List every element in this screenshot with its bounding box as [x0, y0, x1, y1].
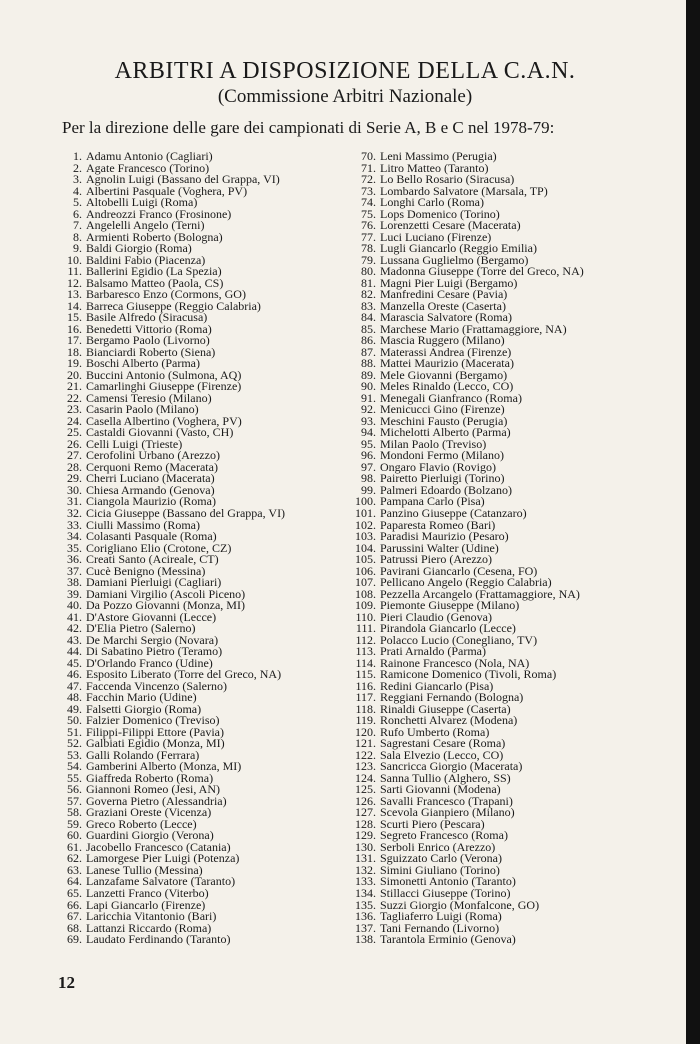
list-item-text: Da Pozzo Giovanni (Monza, MI): [86, 598, 245, 613]
list-item-text: Madonna Giuseppe (Torre del Greco, NA): [380, 264, 584, 279]
list-item-text: Scevola Gianpiero (Milano): [380, 805, 515, 820]
list-item-number: 83.: [361, 298, 376, 313]
list-item-text: Guardini Giorgio (Verona): [86, 828, 214, 843]
referee-list-right: [350, 151, 640, 946]
list-item-number: 50.: [67, 713, 82, 728]
list-item-number: 3.: [73, 172, 82, 187]
list-item-number: 111.: [355, 621, 376, 636]
list-item-text: Cherri Luciano (Macerata): [86, 471, 215, 486]
list-item-number: 71.: [361, 160, 376, 175]
list-item-number: 48.: [67, 690, 82, 705]
list-item-number: 130.: [355, 839, 376, 854]
list-item-text: Rufo Umberto (Roma): [380, 724, 490, 739]
list-item-number: 66.: [67, 897, 82, 912]
list-item-text: Meschini Fausto (Perugia): [380, 413, 508, 428]
list-item-number: 23.: [67, 402, 82, 417]
list-item-number: 20.: [67, 367, 82, 382]
list-item-number: 11.: [67, 264, 82, 279]
list-item-number: 133.: [355, 874, 376, 889]
list-item-number: 89.: [361, 367, 376, 382]
list-item-text: Serboli Enrico (Arezzo): [380, 839, 496, 854]
list-item-text: Lapi Giancarlo (Firenze): [86, 897, 206, 912]
list-item-text: Pieri Claudio (Genova): [380, 609, 492, 624]
list-item-text: Casella Albertino (Voghera, PV): [86, 413, 242, 428]
list-item-text: De Marchi Sergio (Novara): [86, 632, 219, 647]
list-item-text: Cerquoni Remo (Macerata): [86, 459, 218, 474]
list-item-text: Agate Francesco (Torino): [86, 160, 210, 175]
list-item-number: 112.: [355, 632, 376, 647]
list-item-number: 132.: [355, 862, 376, 877]
list-item-number: 121.: [355, 736, 376, 751]
list-item-number: 63.: [67, 862, 82, 877]
list-item-number: 43.: [67, 632, 82, 647]
list-item-number: 69.: [67, 932, 82, 947]
list-item-text: Boschi Alberto (Parma): [86, 356, 200, 371]
list-item-text: Cucè Benigno (Messina): [86, 563, 206, 578]
list-item-number: 134.: [355, 886, 376, 900]
list-item-number: 135.: [355, 897, 376, 912]
list-item-number: 82.: [361, 287, 376, 302]
list-item-number: 37.: [67, 563, 82, 578]
list-item-number: 19.: [67, 356, 82, 371]
list-item-number: 21.: [67, 379, 82, 394]
list-item-number: 80.: [361, 264, 376, 279]
list-item-number: 7.: [73, 218, 82, 233]
list-item-text: Baldi Giorgio (Roma): [86, 241, 192, 256]
list-item-text: Filippi-Filippi Ettore (Pavia): [86, 724, 224, 739]
list-item-text: Damiani Virgilio (Ascoli Piceno): [86, 586, 246, 601]
list-item-number: 5.: [73, 195, 82, 210]
list-item-number: 95.: [361, 436, 376, 451]
list-item-text: Savalli Francesco (Trapani): [380, 793, 513, 808]
list-item-number: 88.: [361, 356, 376, 371]
list-item-text: Angelelli Angelo (Terni): [86, 218, 205, 233]
list-item-number: 81.: [361, 275, 376, 290]
list-item-text: Menegali Gianfranco (Roma): [380, 390, 522, 405]
list-item-number: 113.: [355, 644, 376, 659]
list-item-number: 12.: [67, 275, 82, 290]
list-item-text: Mele Giovanni (Bergamo): [380, 367, 508, 382]
list-item-number: 91.: [361, 390, 376, 405]
list-item-text: Reggiani Fernando (Bologna): [380, 690, 524, 705]
list-item-number: 126.: [355, 793, 376, 808]
list-item-text: Pezzella Arcangelo (Frattamaggiore, NA): [380, 586, 580, 601]
list-item-number: 100.: [355, 494, 376, 509]
list-item-number: 90.: [361, 379, 376, 394]
list-item-text: Facchin Mario (Udine): [86, 690, 197, 705]
list-item-text: Galbiati Egidio (Monza, MI): [86, 736, 225, 751]
list-item-number: 54.: [67, 759, 82, 774]
list-item-text: Esposito Liberato (Torre del Greco, NA): [86, 667, 282, 682]
list-item-text: Lugli Giancarlo (Reggio Emilia): [380, 241, 537, 256]
list-item-text: Simonetti Antonio (Taranto): [380, 874, 516, 889]
list-item-number: 46.: [67, 667, 82, 682]
list-item-text: Balsamo Matteo (Paola, CS): [86, 275, 224, 290]
list-item-text: Milan Paolo (Treviso): [380, 436, 487, 451]
list-item-number: 35.: [67, 540, 82, 555]
list-item-number: 1.: [73, 149, 82, 163]
list-item-number: 105.: [355, 552, 376, 567]
list-item-number: 30.: [67, 482, 82, 497]
list-item-number: 74.: [361, 195, 376, 210]
list-item-text: Mascia Ruggero (Milano): [380, 333, 505, 348]
list-item-text: Damiani Pierluigi (Cagliari): [86, 575, 222, 590]
page-title: ARBITRI A DISPOSIZIONE DELLA C.A.N.: [114, 58, 576, 84]
list-item-number: 44.: [67, 644, 82, 659]
list-item-text: Pirandola Giancarlo (Lecce): [380, 621, 516, 636]
list-item-text: Lo Bello Rosario (Siracusa): [380, 172, 515, 187]
list-item-text: D'Orlando Franco (Udine): [86, 655, 213, 670]
list-item-text: Cerofolini Urbano (Arezzo): [86, 448, 220, 463]
list-item-number: 64.: [67, 874, 82, 889]
list-item-text: Adamu Antonio (Cagliari): [86, 149, 213, 163]
list-item-text: Barbaresco Enzo (Cormons, GO): [86, 287, 246, 302]
list-item-number: 47.: [67, 678, 82, 693]
list-item-number: 106.: [355, 563, 376, 578]
list-item-text: D'Elia Pietro (Salerno): [86, 621, 196, 636]
list-item-text: Ciangola Maurizio (Roma): [86, 494, 216, 509]
list-item-text: Lombardo Salvatore (Marsala, TP): [380, 183, 548, 198]
list-item-text: Chiesa Armando (Genova): [86, 482, 215, 497]
list-item-number: 31.: [67, 494, 82, 509]
list-item-number: 114.: [355, 655, 376, 670]
list-item-number: 110.: [355, 609, 376, 624]
list-item-number: 85.: [361, 321, 376, 336]
list-item-number: 76.: [361, 218, 376, 233]
list-item-text: Magni Pier Luigi (Bergamo): [380, 275, 518, 290]
list-item-number: 28.: [67, 459, 82, 474]
list-item-number: 18.: [67, 344, 82, 359]
list-item-number: 102.: [355, 517, 376, 532]
list-item-number: 127.: [355, 805, 376, 820]
list-item-number: 40.: [67, 598, 82, 613]
list-item-text: Lanese Tullio (Messina): [86, 862, 203, 877]
list-item-text: Piemonte Giuseppe (Milano): [380, 598, 520, 613]
list-item-number: 122.: [355, 747, 376, 762]
list-item-number: 107.: [355, 575, 376, 590]
list-item-number: 2.: [73, 160, 82, 175]
list-item-number: 65.: [67, 886, 82, 900]
list-item-text: Gamberini Alberto (Monza, MI): [86, 759, 242, 774]
list-item-text: Bianciardi Roberto (Siena): [86, 344, 216, 359]
list-item-number: 58.: [67, 805, 82, 820]
list-item-number: 92.: [361, 402, 376, 417]
list-item-number: 34.: [67, 529, 82, 544]
list-item-text: Barreca Giuseppe (Reggio Calabria): [86, 298, 261, 313]
list-item-number: 116.: [355, 678, 376, 693]
list-item-text: Lops Domenico (Torino): [380, 206, 500, 221]
list-item-number: 118.: [355, 701, 376, 716]
list-item-number: 138.: [355, 932, 376, 947]
list-item-text: Pavirani Giancarlo (Cesena, FO): [380, 563, 538, 578]
list-item-number: 84.: [361, 310, 376, 325]
list-item-text: Lanzetti Franco (Viterbo): [86, 886, 209, 900]
list-item-text: Ballerini Egidio (La Spezia): [86, 264, 222, 279]
list-item-text: Armienti Roberto (Bologna): [86, 229, 223, 244]
list-item-text: Materassi Andrea (Firenze): [380, 344, 512, 359]
list-item-number: 15.: [67, 310, 82, 325]
list-item-number: 67.: [67, 909, 82, 924]
list-item-number: 6.: [73, 206, 82, 221]
list-item-number: 123.: [355, 759, 376, 774]
list-item-number: 53.: [67, 747, 82, 762]
list-item-number: 137.: [355, 920, 376, 935]
list-item-number: 22.: [67, 390, 82, 405]
list-item-text: Laudato Ferdinando (Taranto): [86, 932, 231, 947]
list-item-text: Litro Matteo (Taranto): [380, 160, 489, 175]
list-item-text: Di Sabatino Pietro (Teramo): [86, 644, 223, 659]
list-item-number: 14.: [67, 298, 82, 313]
list-item-number: 56.: [67, 782, 82, 797]
list-item-text: Parussini Walter (Udine): [380, 540, 499, 555]
list-item-number: 59.: [67, 816, 82, 831]
list-item: [350, 934, 640, 946]
list-item-text: Andreozzi Franco (Frosinone): [86, 206, 232, 221]
list-item-number: 32.: [67, 505, 82, 520]
list-item-text: Stillacci Giuseppe (Torino): [380, 886, 511, 900]
list-item-text: Camarlinghi Giuseppe (Firenze): [86, 379, 242, 394]
list-item-text: Scurti Piero (Pescara): [380, 816, 485, 831]
list-item-text: Ciulli Massimo (Roma): [86, 517, 200, 532]
list-item-number: 38.: [67, 575, 82, 590]
list-item: [52, 934, 352, 946]
list-item-text: Ramicone Domenico (Tivoli, Roma): [380, 667, 557, 682]
list-item-text: Falsetti Giorgio (Roma): [86, 701, 202, 716]
list-item-number: 36.: [67, 552, 82, 567]
list-item-text: Giaffreda Roberto (Roma): [86, 770, 214, 785]
list-item-number: 29.: [67, 471, 82, 486]
list-item-number: 68.: [67, 920, 82, 935]
list-item-number: 52.: [67, 736, 82, 751]
list-item-number: 108.: [355, 586, 376, 601]
page-number: 12: [58, 973, 75, 992]
list-item-text: D'Astore Giovanni (Lecce): [86, 609, 217, 624]
list-item-number: 8.: [73, 229, 82, 244]
list-item-text: Ronchetti Alvarez (Modena): [380, 713, 518, 728]
list-item-text: Corigliano Elio (Crotone, CZ): [86, 540, 232, 555]
list-item-text: Meles Rinaldo (Lecco, CO): [380, 379, 514, 394]
list-item-text: Tarantola Erminio (Genova): [380, 932, 516, 947]
list-item-text: Paparesta Romeo (Bari): [380, 517, 496, 532]
list-item-number: 120.: [355, 724, 376, 739]
list-item-text: Graziani Oreste (Vicenza): [86, 805, 212, 820]
list-item-number: 33.: [67, 517, 82, 532]
list-item-text: Casarin Paolo (Milano): [86, 402, 199, 417]
list-item-text: Marchese Mario (Frattamaggiore, NA): [380, 321, 567, 336]
list-item-number: 13.: [67, 287, 82, 302]
list-item-number: 10.: [67, 252, 82, 267]
list-item-text: Pampana Carlo (Pisa): [380, 494, 485, 509]
list-item-text: Lanzafame Salvatore (Taranto): [86, 874, 236, 889]
list-item-text: Michelotti Alberto (Parma): [380, 425, 511, 440]
list-item-text: Pellicano Angelo (Reggio Calabria): [380, 575, 552, 590]
list-item-number: 87.: [361, 344, 376, 359]
list-item-text: Tagliaferro Luigi (Roma): [380, 909, 502, 924]
list-item-number: 9.: [73, 241, 82, 256]
referee-list-left: [52, 151, 352, 946]
list-item-text: Castaldi Giovanni (Vasto, CH): [86, 425, 234, 440]
list-item-text: Bergamo Paolo (Livorno): [86, 333, 210, 348]
list-item-number: 131.: [355, 851, 376, 866]
list-item-text: Giannoni Romeo (Jesi, AN): [86, 782, 220, 797]
list-item-number: 86.: [361, 333, 376, 348]
list-item-number: 97.: [361, 459, 376, 474]
list-item-number: 4.: [73, 183, 82, 198]
list-item-number: 129.: [355, 828, 376, 843]
list-item-number: 55.: [67, 770, 82, 785]
list-item-text: Sagrestani Cesare (Roma): [380, 736, 506, 751]
intro-text: Per la direzione delle gare dei campionati di Serie A, B e C nel 1978-79:: [62, 118, 555, 137]
list-item-number: 26.: [67, 436, 82, 451]
list-item-text: Celli Luigi (Trieste): [86, 436, 183, 451]
list-item-text: Camensi Teresio (Milano): [86, 390, 212, 405]
list-item-text: Colasanti Pasquale (Roma): [86, 529, 217, 544]
list-item-text: Cicia Giuseppe (Bassano del Grappa, VI): [86, 505, 286, 520]
list-item-number: 96.: [361, 448, 376, 463]
list-item-text: Prati Arnaldo (Parma): [380, 644, 486, 659]
list-item-text: Basile Alfredo (Siracusa): [86, 310, 208, 325]
list-item-text: Leni Massimo (Perugia): [380, 149, 497, 163]
list-item-number: 136.: [355, 909, 376, 924]
list-item-text: Rainone Francesco (Nola, NA): [380, 655, 530, 670]
list-item-text: Governa Pietro (Alessandria): [86, 793, 227, 808]
list-item-text: Sarti Giovanni (Modena): [380, 782, 501, 797]
list-item-number: 16.: [67, 321, 82, 336]
list-item-text: Rinaldi Giuseppe (Caserta): [380, 701, 511, 716]
list-item-text: Pairetto Pierluigi (Torino): [380, 471, 505, 486]
list-item-text: Panzino Giuseppe (Catanzaro): [380, 505, 527, 520]
list-item-text: Creati Santo (Acireale, CT): [86, 552, 219, 567]
list-item-number: 24.: [67, 413, 82, 428]
list-item-text: Sguizzato Carlo (Verona): [380, 851, 502, 866]
list-item-number: 101.: [355, 505, 376, 520]
list-item-text: Mondoni Fermo (Milano): [380, 448, 504, 463]
list-item-number: 49.: [67, 701, 82, 716]
list-item-text: Manzella Oreste (Caserta): [380, 298, 506, 313]
list-item-text: Longhi Carlo (Roma): [380, 195, 484, 210]
list-item-text: Greco Roberto (Lecce): [86, 816, 197, 831]
list-item-number: 117.: [355, 690, 376, 705]
list-item-text: Suzzi Giorgio (Monfalcone, GO): [380, 897, 540, 912]
list-item-text: Lorenzetti Cesare (Macerata): [380, 218, 521, 233]
list-item-text: Simini Giuliano (Torino): [380, 862, 500, 877]
list-item-number: 79.: [361, 252, 376, 267]
list-item-text: Baldini Fabio (Piacenza): [86, 252, 206, 267]
page-edge-shadow: [686, 0, 700, 1044]
list-item-number: 27.: [67, 448, 82, 463]
list-item-text: Patrussi Piero (Arezzo): [380, 552, 492, 567]
list-item-number: 42.: [67, 621, 82, 636]
list-item-text: Buccini Antonio (Sulmona, AQ): [86, 367, 242, 382]
list-item-number: 78.: [361, 241, 376, 256]
list-item-number: 103.: [355, 529, 376, 544]
list-item-text: Lussana Guglielmo (Bergamo): [380, 252, 529, 267]
list-item-text: Sancricca Giorgio (Macerata): [380, 759, 523, 774]
list-item-text: Sala Elvezio (Lecco, CO): [380, 747, 504, 762]
list-item-text: Polacco Lucio (Conegliano, TV): [380, 632, 538, 647]
list-item-number: 73.: [361, 183, 376, 198]
list-item-text: Segreto Francesco (Roma): [380, 828, 508, 843]
list-item-text: Agnolin Luigi (Bassano del Grappa, VI): [86, 172, 280, 187]
list-item-text: Marascia Salvatore (Roma): [380, 310, 512, 325]
list-item-text: Jacobello Francesco (Catania): [86, 839, 231, 854]
list-item-text: Lattanzi Riccardo (Roma): [86, 920, 212, 935]
list-item-text: Faccenda Vincenzo (Salerno): [86, 678, 227, 693]
list-item-text: Galli Rolando (Ferrara): [86, 747, 200, 762]
list-item-number: 128.: [355, 816, 376, 831]
list-item-text: Altobelli Luigi (Roma): [86, 195, 198, 210]
list-item-number: 99.: [361, 482, 376, 497]
list-item-text: Ongaro Flavio (Rovigo): [380, 459, 496, 474]
list-item-text: Palmeri Edoardo (Bolzano): [380, 482, 512, 497]
list-item-number: 60.: [67, 828, 82, 843]
list-item-text: Luci Luciano (Firenze): [380, 229, 492, 244]
list-item-number: 45.: [67, 655, 82, 670]
list-item-number: 125.: [355, 782, 376, 797]
list-item-number: 104.: [355, 540, 376, 555]
list-item-number: 75.: [361, 206, 376, 221]
list-item-text: Benedetti Vittorio (Roma): [86, 321, 212, 336]
list-item-text: Mattei Maurizio (Macerata): [380, 356, 514, 371]
list-item-text: Paradisi Maurizio (Pesaro): [380, 529, 509, 544]
list-item-text: Tani Fernando (Livorno): [380, 920, 500, 935]
list-item-number: 109.: [355, 598, 376, 613]
list-item-text: Falzier Domenico (Treviso): [86, 713, 220, 728]
list-item-text: Lamorgese Pier Luigi (Potenza): [86, 851, 240, 866]
list-item-number: 57.: [67, 793, 82, 808]
list-item-text: Laricchia Vitantonio (Bari): [86, 909, 217, 924]
list-item-number: 25.: [67, 425, 82, 440]
list-item-text: Menicucci Gino (Firenze): [380, 402, 505, 417]
list-item-number: 62.: [67, 851, 82, 866]
list-item-number: 94.: [361, 425, 376, 440]
list-item-text: Albertini Pasquale (Voghera, PV): [86, 183, 248, 198]
list-item-text: Sanna Tullio (Alghero, SS): [380, 770, 511, 785]
list-item-number: 115.: [355, 667, 376, 682]
list-item-number: 98.: [361, 471, 376, 486]
list-item-number: 77.: [361, 229, 376, 244]
page-subtitle: (Commissione Arbitri Nazionale): [217, 86, 473, 107]
list-item-number: 39.: [67, 586, 82, 601]
list-item-number: 124.: [355, 770, 376, 785]
list-item-number: 61.: [67, 839, 82, 854]
list-item-number: 41.: [67, 609, 82, 624]
list-item-text: Manfredini Cesare (Pavia): [380, 287, 508, 302]
list-item-number: 17.: [67, 333, 82, 348]
list-item-number: 72.: [361, 172, 376, 187]
list-item-number: 51.: [67, 724, 82, 739]
list-item-number: 119.: [355, 713, 376, 728]
list-item-number: 93.: [361, 413, 376, 428]
list-item-text: Redini Giancarlo (Pisa): [380, 678, 494, 693]
list-item-number: 70.: [361, 149, 376, 163]
